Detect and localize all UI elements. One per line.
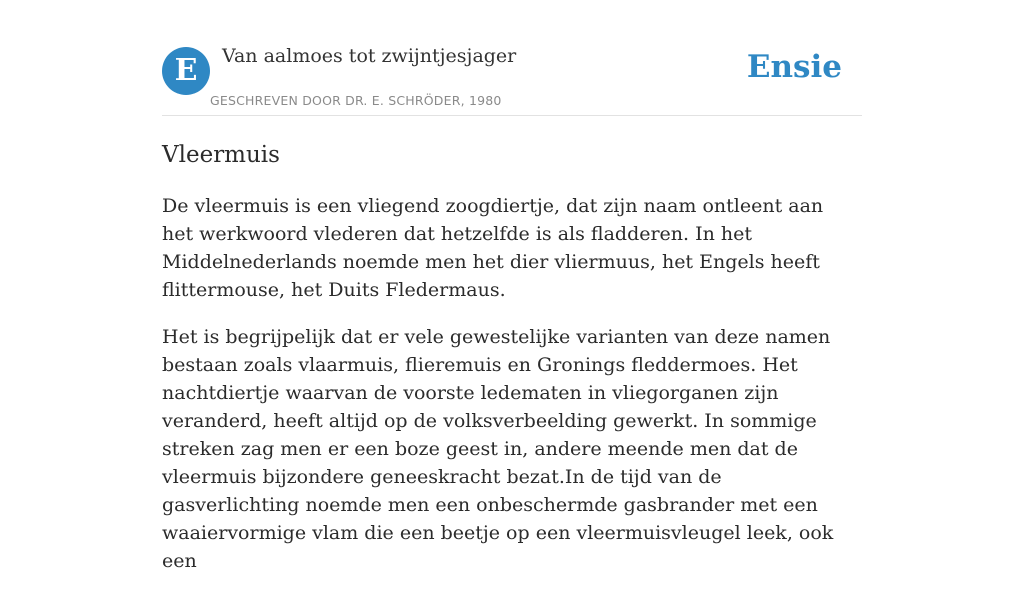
article-paragraph: De vleermuis is een vliegend zoogdiertje, dat zijn naam ontleent aan het werkwoord vlederen dat hetzelfde is als fladderen. In het Middelnederlands noemde men het dier vliermuus, het Engels heeft flittermouse, het Duits Fledermaus. bbox=[162, 195, 824, 301]
article-body bbox=[162, 192, 852, 594]
ensie-brand-link[interactable]: Ensie bbox=[746, 49, 842, 85]
article-title: Vleermuis bbox=[162, 142, 280, 168]
ensie-logo-icon[interactable]: E bbox=[162, 47, 210, 95]
page-header bbox=[162, 0, 862, 116]
book-title-link[interactable]: Van aalmoes tot zwijntjesjager bbox=[222, 45, 517, 67]
author-byline: GESCHREVEN DOOR DR. E. SCHRÖDER, 1980 bbox=[210, 93, 502, 108]
article-paragraph: Het is begrijpelijk dat er vele gewestelijke varianten van deze namen bestaan zoals vlaarmuis, flieremuis en Gronings fleddermoes. Het nachtdiertje waarvan de voorste ledematen in vliegorganen zijn veranderd, heeft altijd op de volksverbeelding gewerkt. In sommige streken zag men er een boze geest in, andere meende men dat de vleermuis bijzondere geneeskracht bezat.In de tijd van de gasverlichting noemde men een onbeschermde gasbrander met een waaiervormige vlam die een beetje op een vleermuisvleugel leek, ook een bbox=[162, 326, 834, 572]
